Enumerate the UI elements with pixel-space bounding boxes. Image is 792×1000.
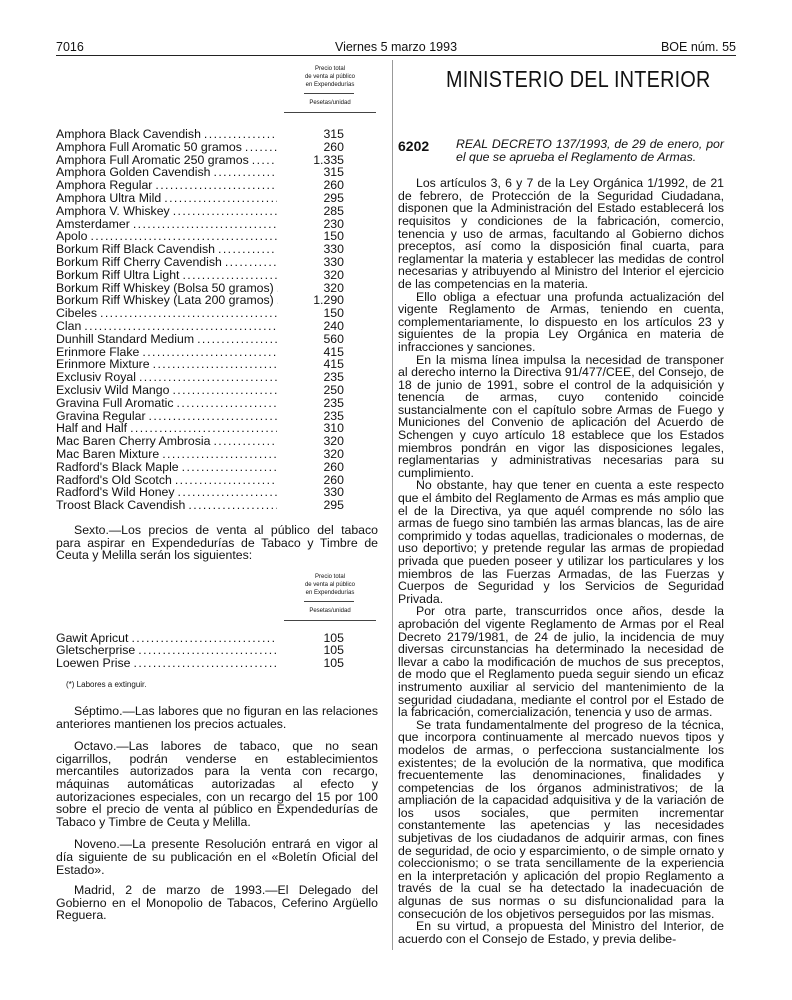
price-row: [56, 461, 378, 474]
paragraph-en-su-virtud: En su virtud, a propuesta del Ministro del Interior, de acuerdo con el Consejo de Estado, y previa delibe-: [398, 919, 724, 946]
leader-dots: [214, 166, 278, 179]
product-name: Loewen Prise: [56, 656, 131, 671]
leader-dots: [252, 154, 277, 167]
price-row: [56, 333, 378, 346]
product-name: Amsterdamer: [56, 216, 130, 231]
product-name: Gravina Regular: [56, 408, 146, 423]
product-price: 560: [323, 331, 344, 346]
leader-dots: [162, 448, 277, 461]
paragraph-septimo: Séptimo.—Las labores que no figuran en las relaciones anteriores mantienen los precios actuales.: [56, 704, 378, 731]
leader-dots: [204, 128, 277, 141]
product-name: Radford's Wild Honey: [56, 485, 175, 500]
product-price: 235: [323, 408, 344, 423]
leader-dots: [84, 320, 277, 333]
price-row: [56, 435, 378, 448]
product-price: 285: [323, 203, 344, 218]
price-row: [56, 141, 378, 154]
product-name: Half and Half: [56, 421, 128, 436]
leader-dots: [149, 410, 277, 423]
leader-dots: [245, 141, 277, 154]
ministry-heading: MINISTERIO DEL INTERIOR: [446, 66, 711, 92]
product-name: Borkum Riff Cherry Cavendish: [56, 254, 222, 269]
paragraph-se-trata: Se trata fundamentalmente del progreso de la técnica, que incorpora continuamente al mercado nuevos tipos y modelos de armas, o perfecciona sustancialmente los existentes; de la evolución de la normativa, que modifica frecuentemente las denominaciones, finalidades y competencias de los órganos administrativos; de la ampliación de la capacidad adquisitiva y de la variación de los usos sociales, que permiten incrementar constantemente las apetencias y las necesidades subjetivas de los ciudadanos de adquirir armas, con fines de seguridad, de ocio y esparcimiento, o de simple ornato y coleccionismo; o se trata sencillamente de la experiencia en la interpretación y aplicación del propio Reglamento a través de la cual se ha detectado la inadecuación de algunas de sus normas o su disfuncionalidad para la consecución de los objetivos perseguidos por las mismas.: [398, 717, 724, 921]
leader-dots: [138, 644, 277, 657]
price-header-line3: en Expendedurías: [305, 589, 355, 596]
product-price: 330: [323, 254, 344, 269]
product-name: Gawit Apricut: [56, 630, 129, 645]
price-row: [56, 128, 378, 141]
product-name: Amphora V. Whiskey: [56, 203, 170, 218]
product-price: 1.290: [313, 293, 344, 308]
product-name: Exclusiv Wild Mango: [56, 382, 170, 397]
page-date: Viernes 5 marzo 1993: [334, 40, 458, 54]
product-price: 250: [323, 382, 344, 397]
product-price: 320: [323, 446, 344, 461]
price-row: [56, 320, 378, 333]
product-price: 260: [323, 139, 344, 154]
product-name: Amphora Golden Cavendish: [56, 165, 211, 180]
leader-dots: [134, 657, 277, 670]
leader-dots: [133, 218, 277, 231]
product-name: Borkum Riff Black Cavendish: [56, 242, 216, 257]
price-row: [56, 205, 378, 218]
product-price: 295: [323, 498, 344, 513]
product-name: Amphora Ultra Mild: [56, 190, 162, 205]
product-name: Amphora Regular: [56, 178, 153, 193]
product-price: 330: [323, 485, 344, 500]
product-name: Gravina Full Aromatic: [56, 395, 174, 410]
price-row: [56, 269, 378, 282]
leader-dots: [155, 179, 277, 192]
leader-dots: [182, 269, 277, 282]
product-price: 230: [323, 216, 344, 231]
product-price: 315: [323, 127, 344, 141]
leader-dots: [218, 243, 277, 256]
price-list-snuff: [56, 632, 378, 670]
price-row: [56, 657, 378, 670]
leader-dots: [175, 474, 277, 487]
price-header-rule: [284, 620, 376, 621]
footnote: (*) Labores a extinguir.: [66, 680, 147, 690]
product-price: 105: [323, 630, 344, 645]
column-separator: [392, 60, 393, 950]
product-price: 310: [323, 421, 344, 436]
product-price: 320: [323, 280, 344, 295]
price-header-rule: [284, 112, 376, 113]
price-row: [56, 256, 378, 269]
price-header: [56, 60, 378, 118]
product-price: 260: [323, 178, 344, 193]
product-price: 330: [323, 242, 344, 257]
paragraph-intro: Los artículos 3, 6 y 7 de la Ley Orgánica 1/1992, de 21 de febrero, de Protección de la Seguridad Ciudadana, disponen que la Administración del Estado establecerá los requisitos y condiciones de la fabricación, comercio, tenencia y uso de armas, facultando al Gobierno dichos preceptos, así como la disposición final cuarta, para reglamentar la materia y establecer las medidas de control necesarias y atribuyendo al Ministro del Interior el ejercicio de las competencias en la materia.: [398, 176, 724, 291]
product-name: Exclusiv Royal: [56, 370, 136, 385]
price-row: [56, 448, 378, 461]
price-row: [56, 384, 378, 397]
product-name: Troost Black Cavendish: [56, 498, 186, 513]
price-row: [56, 397, 378, 410]
product-price: 240: [323, 318, 344, 333]
price-header-divider: [304, 601, 354, 602]
product-name: Erinmore Mixture: [56, 357, 150, 372]
price-row: [56, 192, 378, 205]
leader-dots: [164, 192, 277, 205]
product-price: 320: [323, 434, 344, 449]
leader-dots: [213, 435, 277, 448]
product-name: Borkum Riff Ultra Light: [56, 267, 180, 282]
product-price: 260: [323, 472, 344, 487]
price-header-snuff: [56, 568, 378, 626]
product-name: Borkum Riff Whiskey (Bolsa 50 gramos): [56, 280, 274, 295]
product-name: Cibeles: [56, 306, 98, 321]
price-list-pipe-tobacco: [56, 128, 378, 512]
leader-dots: [177, 397, 277, 410]
product-name: Gletscherprise: [56, 643, 136, 658]
price-header-line1: Precio total: [314, 573, 345, 580]
paragraph-directiva: En la misma línea impulsa la necesidad de transponer al derecho interno la Directiva 91/477/CEE, del Consejo, de 18 de junio de 1991, sobre el control de la adquisición y tenencia de armas, cuyo contenido coincide sustancialmente con el capítulo sobre Armas de Fuego y Municiones del Convenio de aplicación del Acuerdo de Schengen y cuyo artículo 18 establece que los Estados miembros pondrán en vigor las disposiciones legales, reglamentarias y administrativas necesarias para su cumplimiento.: [398, 352, 724, 480]
product-price: 105: [323, 656, 344, 671]
decree-title: REAL DECRETO 137/1993, de 29 de enero, por el que se aprueba el Reglamento de Armas.: [456, 137, 724, 164]
product-price: 150: [323, 229, 344, 244]
paragraph-signature: Madrid, 2 de marzo de 1993.—El Delegado del Gobierno en el Monopolio de Tabacos, Ceferino Argüello Reguera.: [56, 883, 378, 923]
product-price: 320: [323, 267, 344, 282]
price-header-line1: Precio total: [314, 66, 345, 72]
leader-dots: [182, 461, 277, 474]
product-name: Borkum Riff Whiskey (Lata 200 gramos): [56, 293, 274, 308]
paragraph-sexto: Sexto.—Los precios de venta al público del tabaco para aspirar en Expendedurías de Tabaco y Timbre de Ceuta y Melilla serán los siguientes:: [56, 522, 378, 563]
product-name: Dunhill Standard Medium: [56, 331, 195, 346]
leader-dots: [188, 499, 277, 512]
paragraph-por-otra-parte: Por otra parte, transcurridos once años, desde la aprobación del vigente Reglamento de Armas por el Real Decreto 2179/1981, de 24 de julio, la incidencia de muy diversas circunstancias ha determinado la necesidad de llevar a cabo la modificación de muchos de sus preceptos, de modo que el Reglamento pueda seguir siendo un eficaz instrumento auxiliar al servicio del mantenimiento de la seguridad ciudadana, mediante el control por el Estado de la fabricación, comercialización, tenencia y uso de armas.: [398, 604, 724, 720]
leader-dots: [225, 256, 277, 269]
leader-dots: [178, 486, 277, 499]
product-price: 1.335: [313, 152, 344, 167]
price-header-unit: Pesetas/unidad: [309, 607, 351, 614]
header-rule: [56, 55, 736, 56]
product-price: 235: [323, 370, 344, 385]
product-name: Amphora Full Aromatic 250 gramos: [56, 152, 249, 167]
leader-dots: [142, 346, 277, 359]
product-name: Apolo: [56, 229, 88, 244]
product-price: 315: [323, 165, 344, 180]
right-column: [398, 60, 724, 945]
price-header-line3: en Expendedurías: [305, 82, 355, 88]
decree-number: 6202: [398, 138, 430, 154]
price-header-line2: de venta al público: [304, 74, 356, 80]
leader-dots: [153, 358, 277, 371]
product-name: Erinmore Flake: [56, 344, 140, 359]
product-price: 260: [323, 459, 344, 474]
publication-name: BOE núm. 55: [660, 40, 736, 54]
product-name: Radford's Old Scotch: [56, 472, 172, 487]
leader-dots: [100, 307, 277, 320]
product-name: Amphora Black Cavendish: [56, 127, 201, 141]
price-header-line2: de venta al público: [304, 581, 356, 588]
product-name: Mac Baren Mixture: [56, 446, 160, 461]
decree-heading: [398, 138, 724, 163]
paragraph-ello: Ello obliga a efectuar una profunda actualización del vigente Reglamento de Armas, teniendo en cuenta, complementariamente, lo dispuesto en los artículos 23 y siguientes de la propia Ley Orgánica en materia de infracciones y sanciones.: [398, 289, 724, 354]
paragraph-octavo: Octavo.—Las labores de tabaco, que no sean cigarrillos, podrán venderse en establecimientos mercantiles autorizados para la venta con recargo, máquinas automáticas autorizadas al efecto y autorizaciones especiales, con un recargo del 15 por 100 sobre el precio de venta al público en Expendedurías de Tabaco y Timbre de Ceuta y Melilla.: [56, 739, 378, 829]
product-name: Amphora Full Aromatic 50 gramos: [56, 139, 242, 154]
page-number: 7016: [56, 40, 84, 54]
product-price: 150: [323, 306, 344, 321]
leader-dots: [131, 632, 277, 645]
product-name: Clan: [56, 318, 82, 333]
leader-dots: [173, 205, 277, 218]
price-header-divider: [304, 93, 354, 94]
product-name: Radford's Black Maple: [56, 459, 179, 474]
left-column: [56, 60, 378, 922]
leader-dots: [172, 384, 277, 397]
leader-dots: [197, 333, 277, 346]
product-price: 235: [323, 395, 344, 410]
paragraph-noveno: Noveno.—La presente Resolución entrará en vigor al día siguiente de su publicación en el «Boletín Oficial del Estado».: [56, 837, 378, 877]
product-price: 415: [323, 344, 344, 359]
product-price: 105: [323, 643, 344, 658]
price-header-unit: Pesetas/unidad: [309, 100, 351, 106]
product-name: Mac Baren Cherry Ambrosia: [56, 434, 211, 449]
paragraph-no-obstante: No obstante, hay que tener en cuenta a este respecto que el ámbito del Reglamento de Armas es más amplio que el de la Directiva, ya que aquél comprende no sólo las armas de fuego sino también las armas blancas, las de aire comprimido y todas aquellas, tradicionales o modernas, de uso deportivo; y pretende regular las armas de propiedad privada que pueden poseer y utilizar los particulares y los miembros de las Fuerzas Armadas, de las Fuerzas y Cuerpos de Seguridad y los Servicios de Seguridad Privada.: [398, 478, 724, 606]
product-price: 415: [323, 357, 344, 372]
price-row: [56, 499, 378, 512]
product-price: 295: [323, 190, 344, 205]
